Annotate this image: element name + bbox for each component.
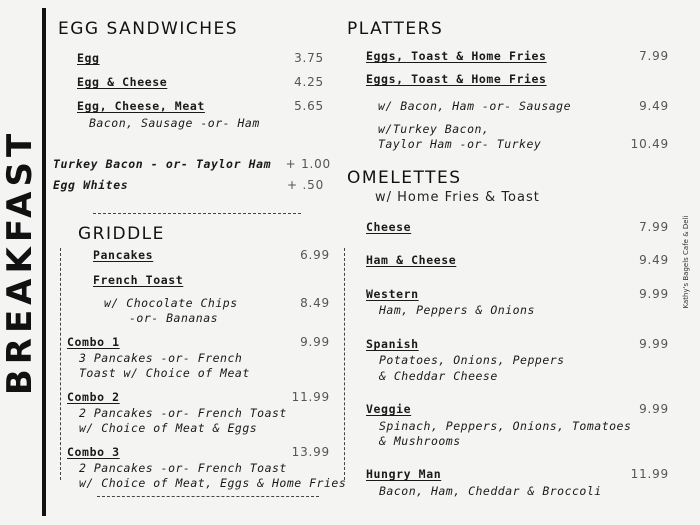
vertical-divider [42,8,46,516]
platters-heading: PLATTERS [347,19,444,39]
menu-item-desc: Toast w/ Choice of Meat [79,366,250,380]
menu-item-price: 6.99 [300,248,330,262]
dashed-divider [97,496,319,497]
menu-item-name: Combo 2 [67,390,120,404]
menu-item-price: 9.99 [639,337,669,351]
menu-item-desc: Potatoes, Onions, Peppers [379,353,565,367]
menu-item-name: Egg & Cheese [77,75,168,89]
menu-item-name: Cheese [366,220,412,234]
omelettes-heading: OMELETTES [347,168,462,188]
menu-item-desc: Taylor Ham -or- Turkey [378,137,542,151]
menu-item-price: 7.99 [639,49,669,63]
menu-item-price: 11.99 [291,390,330,404]
addon-name: Egg Whites [53,178,129,192]
menu-item-price: 9.99 [300,335,330,349]
menu-item-name: Veggie [366,402,412,416]
dashed-divider-left [60,248,61,480]
menu-item-desc: 3 Pancakes -or- French [79,351,243,365]
menu-item-desc: 2 Pancakes -or- French Toast [79,406,287,420]
menu-item-price: 8.49 [300,296,330,310]
addon-price: + 1.00 [285,157,331,171]
menu-item-price: 7.99 [639,220,669,234]
menu-item-price: 9.49 [639,253,669,267]
dashed-divider-right [344,248,345,480]
menu-item-desc: Bacon, Ham, Cheddar & Broccoli [379,484,602,498]
menu-item-price: 10.49 [630,137,669,151]
dashed-divider [93,213,301,214]
menu-item-name: Combo 3 [67,445,120,459]
menu-item-price: 9.99 [639,402,669,416]
menu-item-desc: w/ Choice of Meat, Eggs & Home Fries [79,476,347,490]
menu-item-name: Eggs, Toast & Home Fries [366,72,547,86]
menu-item-name: Pancakes [93,248,154,262]
menu-item-name: Combo 1 [67,335,120,349]
addon-price: + .50 [287,178,324,192]
menu-item-name: Western [366,287,419,301]
menu-item-name: Spanish [366,337,419,351]
menu-item-desc: & Cheddar Cheese [379,369,498,383]
menu-item-desc: & Mushrooms [379,434,461,448]
menu-item-name: Egg [77,51,100,65]
menu-item-desc: w/Turkey Bacon, [378,122,490,136]
page-title: BREAKFAST [0,128,40,396]
menu-item-name: French Toast [93,273,184,287]
menu-item-price: 5.65 [294,99,324,113]
menu-item-name: Hungry Man [366,467,442,481]
menu-item-desc: w/ Chocolate Chips [104,296,238,310]
menu-item-name: Eggs, Toast & Home Fries [366,49,547,63]
menu-item-desc: -or- Bananas [129,311,219,325]
menu-item-price: 11.99 [630,467,669,481]
menu-item-price: 13.99 [291,445,330,459]
menu-item-desc: Spinach, Peppers, Onions, Tomatoes [379,419,632,433]
menu-item-price: 9.99 [639,287,669,301]
egg-sandwiches-heading: EGG SANDWICHES [58,19,239,39]
side-note: Kathy's Bagels Cafe & Deli [682,215,690,309]
menu-item-price: 4.25 [294,75,324,89]
omelettes-subheading: w/ Home Fries & Toast [375,190,540,205]
menu-item-desc: 2 Pancakes -or- French Toast [79,461,287,475]
title-rail [0,0,42,525]
menu-item-desc: w/ Bacon, Ham -or- Sausage [378,99,572,113]
menu-item-desc: Ham, Peppers & Onions [379,303,535,317]
menu-item-name: Egg, Cheese, Meat [77,99,205,113]
menu-item-desc: w/ Choice of Meat & Eggs [79,421,258,435]
menu-item-name: Ham & Cheese [366,253,457,267]
griddle-heading: GRIDDLE [78,224,165,244]
menu-item-desc: Bacon, Sausage -or- Ham [89,116,260,130]
menu-item-price: 9.49 [639,99,669,113]
menu-item-price: 3.75 [294,51,324,65]
addon-name: Turkey Bacon - or- Taylor Ham [53,157,272,171]
